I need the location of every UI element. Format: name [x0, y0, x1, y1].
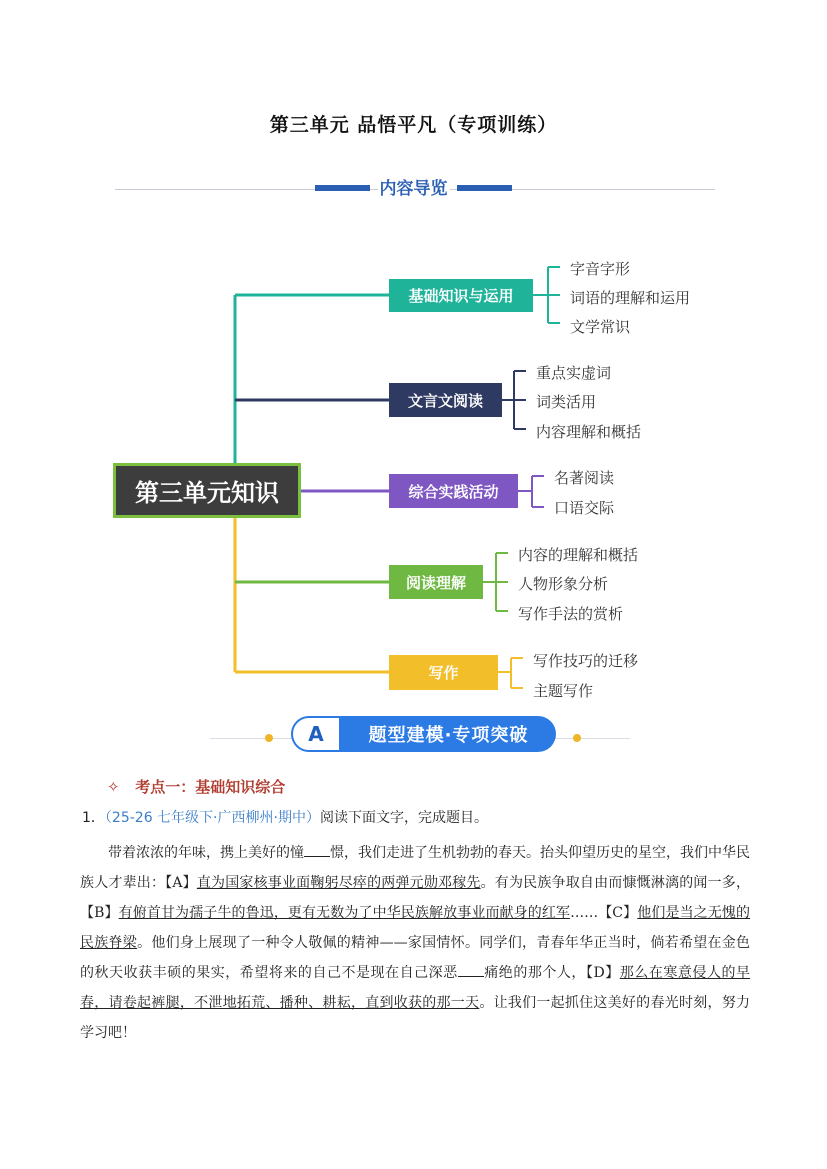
bracket-branch-3	[518, 476, 544, 507]
passage-text-4: ……【C】	[570, 905, 638, 921]
branch-practice-activity: 综合实践活动	[389, 474, 518, 508]
nav-title-text: 内容导览	[379, 179, 448, 199]
passage-text-6: 痛绝的那个人，【D】	[483, 965, 620, 981]
passage-text-3: 。有为民族争取自由而慷慨淋漓的闻一多，【B】	[80, 875, 750, 921]
sparkle-icon: ✧	[107, 778, 120, 796]
page-title: 第三单元 品悟平凡（专项训练）	[269, 114, 558, 136]
passage-text-5: 。他们身上展现了一种令人敬佩的精神——家国情怀。同学们，青春年华正当时，倘若希望在金色的秋天收获丰硕的果实，希望将来的自己不是现在自己深恶	[80, 935, 751, 981]
passage-text-1: 带着浓浓的年味，携上美好的憧	[108, 845, 304, 861]
bracket-branch-4	[483, 553, 508, 611]
sentence-B: 有俯首甘为孺子牛的鲁迅，更有无数为了中华民族解放事业而献身的红军	[118, 905, 571, 921]
leaf-classic-reading: 名著阅读	[554, 469, 615, 487]
kaodian-title: 考点一：基础知识综合	[135, 778, 286, 796]
reading-passage	[80, 838, 750, 1048]
leaf-content-summary: 内容理解和概括	[536, 423, 642, 441]
leaf-word-class: 词类活用	[536, 393, 597, 411]
branch-writing: 写作	[389, 655, 498, 690]
leaf-technique-appreciation: 写作手法的赏析	[518, 605, 624, 623]
nav-title	[0, 174, 827, 199]
section-title: 题型建模·专项突破	[368, 725, 529, 746]
leaf-writing-transfer: 写作技巧的迁移	[533, 652, 639, 670]
fill-blank-1	[304, 842, 330, 857]
sentence-C: 他们是当之无愧的民族脊梁	[80, 905, 751, 951]
section-banner	[291, 716, 556, 752]
branch-reading-comprehension: 阅读理解	[389, 565, 483, 599]
banner-dot-right	[573, 734, 581, 742]
banner-dot-left	[265, 734, 273, 742]
sentence-A: 直为国家核事业面鞠躬尽瘁的两弹元勋邓稼先	[196, 875, 481, 891]
fill-blank-2	[458, 962, 484, 977]
mindmap-root: 第三单元知识	[113, 463, 301, 518]
leaf-content-understanding: 内容的理解和概括	[518, 546, 639, 564]
question-line	[82, 807, 488, 827]
section-letter: A	[291, 716, 341, 752]
leaf-character-analysis: 人物形象分析	[518, 575, 609, 593]
question-number: 1．	[82, 810, 105, 826]
leaf-word-usage: 词语的理解和运用	[570, 289, 691, 307]
leaf-pronunciation: 字音字形	[570, 260, 631, 278]
sentence-D: 那么在寒意侵人的早春，请卷起裤腿，不泄地拓荒、播种、耕耘，直到收获的那一天	[80, 965, 751, 1011]
kaodian-heading	[107, 776, 285, 797]
branch-basic-knowledge: 基础知识与运用	[389, 279, 533, 312]
question-source: （25-26 七年级下·广西柳州·期中）	[104, 810, 320, 826]
leaf-key-words: 重点实虚词	[536, 364, 612, 382]
leaf-theme-writing: 主题写作	[533, 682, 594, 700]
leaf-oral-communication: 口语交际	[554, 499, 615, 517]
question-prompt: 阅读下面文字，完成题目。	[319, 810, 488, 826]
bracket-branch-5	[498, 658, 523, 688]
leaf-literary-knowledge: 文学常识	[570, 318, 631, 336]
bracket-branch-2	[502, 371, 526, 429]
bracket-branch-1	[533, 267, 560, 323]
branch-classical-reading: 文言文阅读	[389, 383, 502, 417]
passage-text-2: 憬，我们走进了生机勃勃的春天。抬头仰望历史的星空，我们中华民族人才辈出：【A】	[80, 845, 750, 891]
passage-text-7: 。让我们一起抓住这美好的春光时刻，努力学习吧！	[80, 995, 751, 1041]
